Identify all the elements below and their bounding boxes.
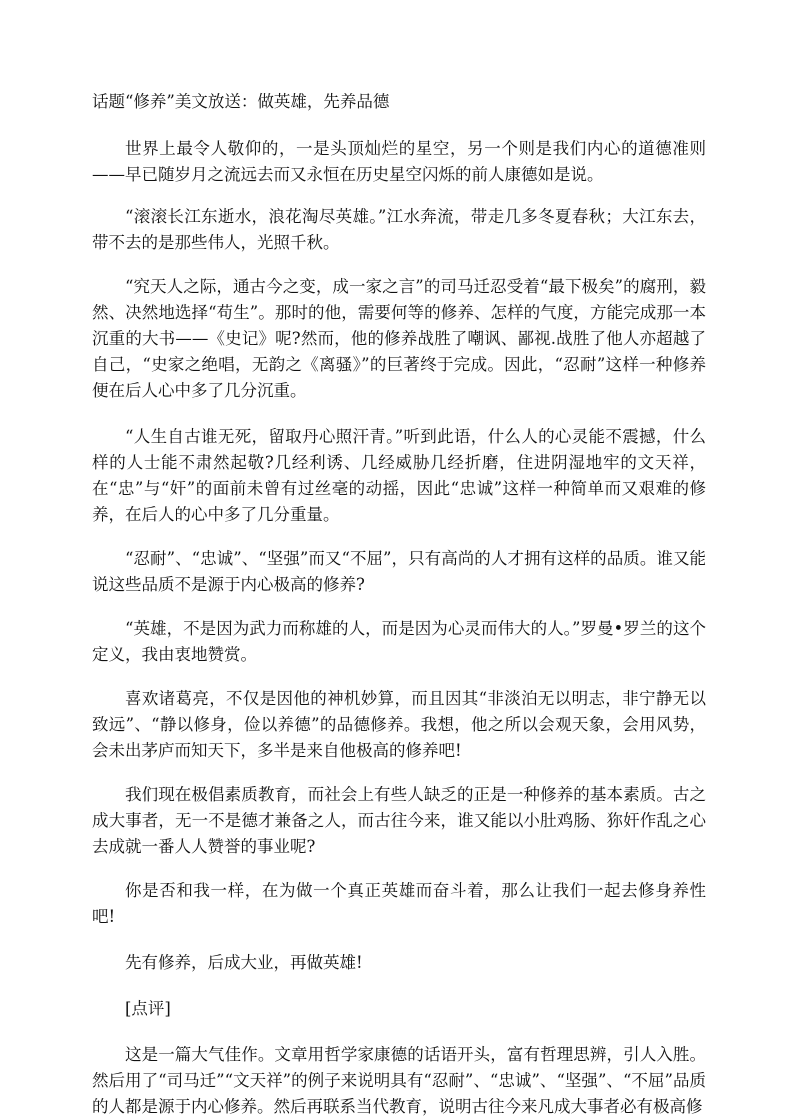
paragraph-call-to-action: 你是否和我一样，在为做一个真正英雄而奋斗着，那么让我们一起去修身养性吧! — [92, 881, 706, 926]
paragraph-kant-quote: 世界上最令人敬仰的，一是头顶灿烂的星空，另一个则是我们内心的道德准则——早已随岁月之流远去而又永恒在历史星空闪烁的前人康德如是说。 — [92, 139, 706, 184]
paragraph-conclusion: 先有修养，后成大业，再做英雄! — [125, 953, 363, 972]
commentary-paragraph: 这是一篇大气佳作。文章用哲学家康德的话语开头，富有哲理思辨，引人入胜。然后用了“司马迁”“文天祥”的例子来说明具有“忍耐”、“忠诚”、“坚强”、“不屈”品质的人都是源于内心修养。然后再联系当代教育，说明古往今来凡成大事者必有极高修 — [92, 1045, 706, 1116]
document-title: 话题“修养”美文放送：做英雄，先养品德 — [92, 92, 390, 111]
paragraph-yangtze-heroes: “滚滚长江东逝水，浪花淘尽英雄。”江水奔流，带走几多冬夏春秋；大江东去，带不去的是那些伟人，光照千秋。 — [92, 207, 706, 252]
paragraph-wen-tianxiang: “人生自古谁无死，留取丹心照汗青。”听到此语，什么人的心灵能不震撼，什么样的人士能不肃然起敬?几经利诱、几经威胁几经折磨，住进阴湿地牢的文天祥，在“忠”与“奸”的面前未曾有过丝毫的动摇，因此“忠诚”这样一种简单而又艰难的修养，在后人的心中多了几分重量。 — [92, 427, 706, 524]
paragraph-noble-qualities: “忍耐”、“忠诚”、“坚强”而又“不屈”，只有高尚的人才拥有这样的品质。谁又能说这些品质不是源于内心极高的修养? — [92, 549, 706, 594]
paragraph-zhuge-liang: 喜欢诸葛亮，不仅是因他的神机妙算，而且因其“非淡泊无以明志，非宁静无以致远”、“静以修身，俭以养德”的品德修养。我想，他之所以会观天象，会用风势，会未出茅庐而知天下，多半是来自他极高的修养吧! — [92, 689, 706, 760]
commentary-heading: [点评] — [125, 999, 171, 1018]
paragraph-quality-education: 我们现在极倡素质教育，而社会上有些人缺乏的正是一种修养的基本素质。古之成大事者，无一不是德才兼备之人，而古往今来，谁又能以小肚鸡肠、狝奸作乱之心去成就一番人人赞誉的事业呢? — [92, 785, 706, 856]
paragraph-sima-qian: “究天人之际，通古今之变，成一家之言”的司马迁忍受着“最下极矣”的腐刑，毅然、决然地选择“苟生”。那时的他，需要何等的修养、怎样的气度，方能完成那一本沉重的大书——《史记》呢?然而，他的修养战胜了嘲讽、鄙视.战胜了他人亦超越了自己，“史家之绝唱，无韵之《离骚》”的巨著终于完成。因此，“忍耐”这样一种修养便在后人心中多了几分沉重。 — [92, 277, 706, 400]
document-body — [92, 136, 706, 1120]
paragraph-romain-rolland: “英雄，不是因为武力而称雄的人，而是因为心灵而伟大的人。”罗曼•罗兰的这个定义，我由衷地赞赏。 — [92, 619, 706, 664]
